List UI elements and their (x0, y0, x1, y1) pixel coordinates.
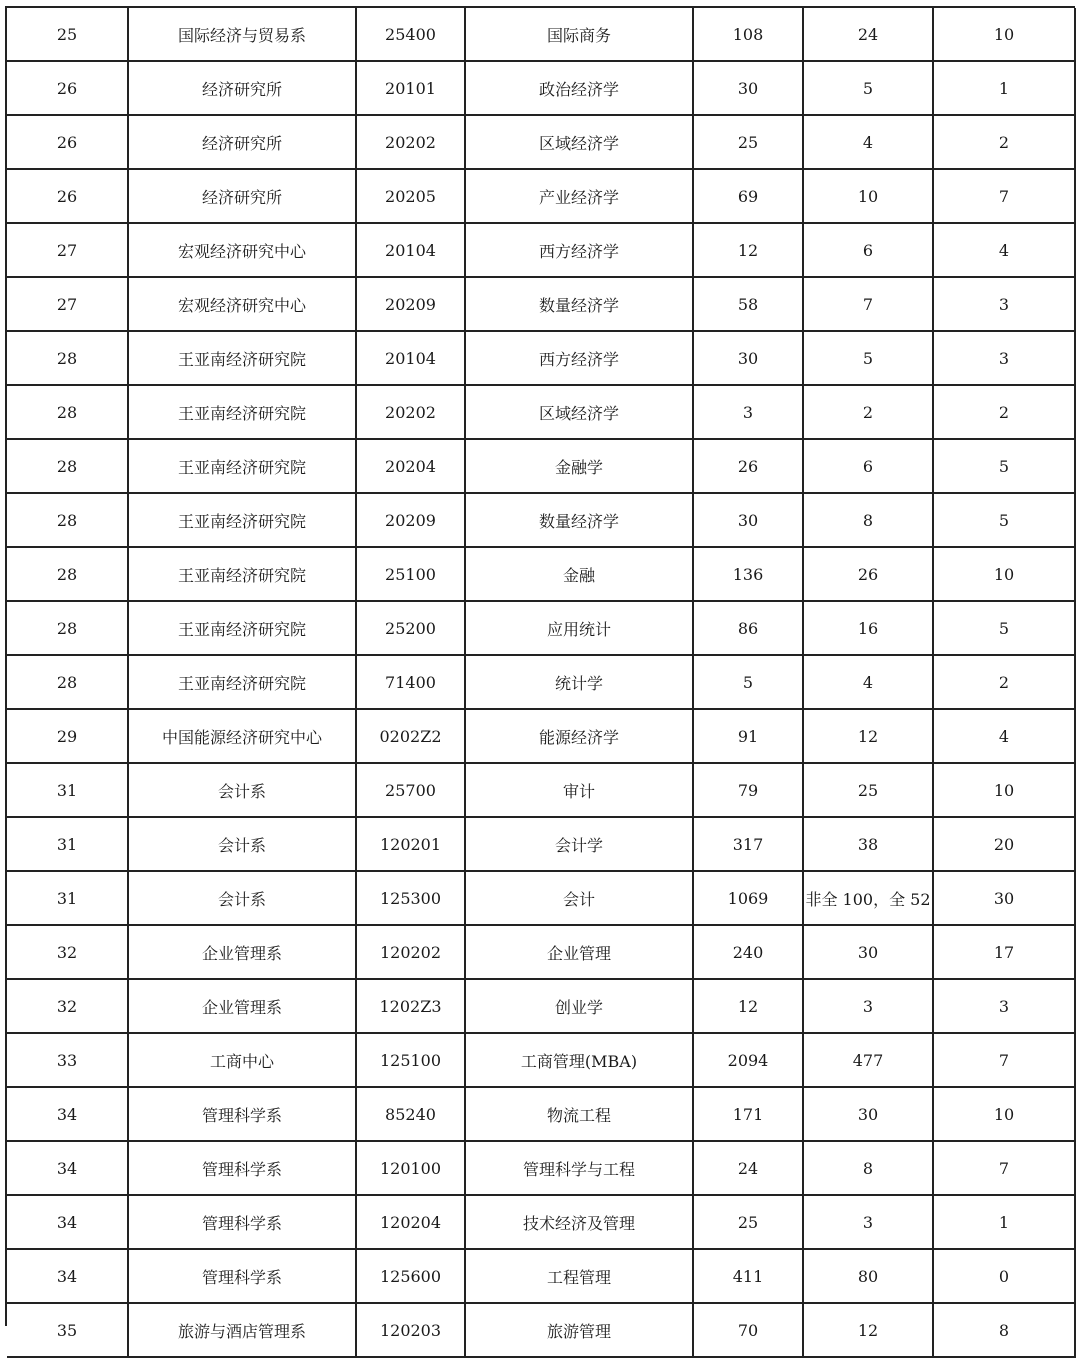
applicants-cell: 2094 (693, 1033, 803, 1087)
exempted-cell: 2 (933, 115, 1075, 169)
table-row (7, 1303, 1075, 1357)
applicants-cell: 91 (693, 709, 803, 763)
department-cell: 中国能源经济研究中心 (128, 709, 356, 763)
major-code-cell: 1202Z3 (356, 979, 465, 1033)
major-name-cell: 物流工程 (465, 1087, 693, 1141)
exempted-cell: 5 (933, 601, 1075, 655)
applicants-cell: 30 (693, 61, 803, 115)
applicants-cell: 58 (693, 277, 803, 331)
admitted-cell: 10 (803, 169, 933, 223)
applicants-cell: 79 (693, 763, 803, 817)
dept-code-cell: 26 (7, 61, 128, 115)
major-name-cell: 国际商务 (465, 8, 693, 61)
applicants-cell: 317 (693, 817, 803, 871)
table-row (7, 1249, 1075, 1303)
department-cell: 经济研究所 (128, 61, 356, 115)
exempted-cell: 4 (933, 223, 1075, 277)
dept-code-cell: 28 (7, 385, 128, 439)
department-cell: 国际经济与贸易系 (128, 8, 356, 61)
department-cell: 宏观经济研究中心 (128, 277, 356, 331)
admitted-cell: 3 (803, 979, 933, 1033)
table-row (7, 709, 1075, 763)
department-cell: 工商中心 (128, 1033, 356, 1087)
data-table (7, 8, 1076, 1358)
major-name-cell: 创业学 (465, 979, 693, 1033)
admitted-cell: 5 (803, 331, 933, 385)
major-code-cell: 0202Z2 (356, 709, 465, 763)
table-row (7, 1087, 1075, 1141)
major-name-cell: 会计学 (465, 817, 693, 871)
major-code-cell: 20205 (356, 169, 465, 223)
table-row (7, 439, 1075, 493)
admitted-cell: 12 (803, 1303, 933, 1357)
table-row (7, 385, 1075, 439)
major-name-cell: 金融学 (465, 439, 693, 493)
admitted-cell: 80 (803, 1249, 933, 1303)
major-code-cell: 20209 (356, 493, 465, 547)
major-code-cell: 125300 (356, 871, 465, 925)
applicants-cell: 12 (693, 223, 803, 277)
applicants-cell: 30 (693, 493, 803, 547)
dept-code-cell: 27 (7, 223, 128, 277)
admitted-cell: 6 (803, 439, 933, 493)
exempted-cell: 2 (933, 655, 1075, 709)
admitted-cell: 2 (803, 385, 933, 439)
major-name-cell: 技术经济及管理 (465, 1195, 693, 1249)
dept-code-cell: 26 (7, 169, 128, 223)
department-cell: 王亚南经济研究院 (128, 439, 356, 493)
admitted-cell: 477 (803, 1033, 933, 1087)
table-row (7, 547, 1075, 601)
department-cell: 管理科学系 (128, 1249, 356, 1303)
major-name-cell: 审计 (465, 763, 693, 817)
dept-code-cell: 28 (7, 439, 128, 493)
dept-code-cell: 34 (7, 1087, 128, 1141)
dept-code-cell: 31 (7, 763, 128, 817)
exempted-cell: 7 (933, 1141, 1075, 1195)
major-name-cell: 金融 (465, 547, 693, 601)
major-name-cell: 能源经济学 (465, 709, 693, 763)
table-row (7, 223, 1075, 277)
dept-code-cell: 31 (7, 817, 128, 871)
dept-code-cell: 34 (7, 1249, 128, 1303)
exempted-cell: 10 (933, 8, 1075, 61)
applicants-cell: 86 (693, 601, 803, 655)
major-code-cell: 20202 (356, 115, 465, 169)
admitted-cell: 25 (803, 763, 933, 817)
table-row (7, 763, 1075, 817)
exempted-cell: 10 (933, 547, 1075, 601)
table-row (7, 61, 1075, 115)
major-name-cell: 区域经济学 (465, 115, 693, 169)
major-code-cell: 20202 (356, 385, 465, 439)
major-code-cell: 120203 (356, 1303, 465, 1357)
dept-code-cell: 32 (7, 979, 128, 1033)
admitted-cell: 26 (803, 547, 933, 601)
department-cell: 经济研究所 (128, 169, 356, 223)
exempted-cell: 7 (933, 1033, 1075, 1087)
table-row (7, 1141, 1075, 1195)
dept-code-cell: 28 (7, 601, 128, 655)
department-cell: 经济研究所 (128, 115, 356, 169)
dept-code-cell: 28 (7, 493, 128, 547)
dept-code-cell: 28 (7, 331, 128, 385)
department-cell: 王亚南经济研究院 (128, 331, 356, 385)
admitted-cell: 5 (803, 61, 933, 115)
dept-code-cell: 28 (7, 547, 128, 601)
applicants-cell: 12 (693, 979, 803, 1033)
admitted-cell: 16 (803, 601, 933, 655)
major-code-cell: 120204 (356, 1195, 465, 1249)
admitted-cell: 6 (803, 223, 933, 277)
major-code-cell: 120100 (356, 1141, 465, 1195)
admitted-cell: 12 (803, 709, 933, 763)
major-name-cell: 数量经济学 (465, 277, 693, 331)
dept-code-cell: 35 (7, 1303, 128, 1357)
exempted-cell: 4 (933, 709, 1075, 763)
exempted-cell: 7 (933, 169, 1075, 223)
table-row (7, 1033, 1075, 1087)
exempted-cell: 10 (933, 763, 1075, 817)
major-name-cell: 企业管理 (465, 925, 693, 979)
major-name-cell: 区域经济学 (465, 385, 693, 439)
table-row (7, 277, 1075, 331)
table-row (7, 871, 1075, 925)
applicants-cell: 136 (693, 547, 803, 601)
major-code-cell: 20104 (356, 331, 465, 385)
table-row (7, 169, 1075, 223)
major-name-cell: 应用统计 (465, 601, 693, 655)
major-name-cell: 西方经济学 (465, 331, 693, 385)
applicants-cell: 3 (693, 385, 803, 439)
dept-code-cell: 32 (7, 925, 128, 979)
exempted-cell: 1 (933, 1195, 1075, 1249)
applicants-cell: 108 (693, 8, 803, 61)
data-table-container (5, 6, 1075, 1341)
applicants-cell: 30 (693, 331, 803, 385)
admitted-cell: 24 (803, 8, 933, 61)
admitted-cell: 8 (803, 493, 933, 547)
exempted-cell: 8 (933, 1303, 1075, 1357)
admitted-cell: 4 (803, 115, 933, 169)
dept-code-cell: 26 (7, 115, 128, 169)
admitted-cell: 非全 100，全 52 (803, 871, 933, 925)
major-code-cell: 20209 (356, 277, 465, 331)
dept-code-cell: 34 (7, 1141, 128, 1195)
major-code-cell: 25200 (356, 601, 465, 655)
table-row (7, 115, 1075, 169)
exempted-cell: 17 (933, 925, 1075, 979)
department-cell: 管理科学系 (128, 1141, 356, 1195)
major-code-cell: 20104 (356, 223, 465, 277)
exempted-cell: 1 (933, 61, 1075, 115)
applicants-cell: 25 (693, 115, 803, 169)
department-cell: 会计系 (128, 871, 356, 925)
admitted-cell: 30 (803, 1087, 933, 1141)
major-code-cell: 25400 (356, 8, 465, 61)
applicants-cell: 1069 (693, 871, 803, 925)
applicants-cell: 70 (693, 1303, 803, 1357)
exempted-cell: 5 (933, 439, 1075, 493)
exempted-cell: 3 (933, 979, 1075, 1033)
department-cell: 管理科学系 (128, 1195, 356, 1249)
admitted-cell: 30 (803, 925, 933, 979)
department-cell: 王亚南经济研究院 (128, 547, 356, 601)
table-row (7, 493, 1075, 547)
exempted-cell: 5 (933, 493, 1075, 547)
dept-code-cell: 29 (7, 709, 128, 763)
major-code-cell: 71400 (356, 655, 465, 709)
dept-code-cell: 25 (7, 8, 128, 61)
applicants-cell: 26 (693, 439, 803, 493)
major-code-cell: 125100 (356, 1033, 465, 1087)
major-name-cell: 会计 (465, 871, 693, 925)
admitted-cell: 4 (803, 655, 933, 709)
table-row (7, 1195, 1075, 1249)
department-cell: 王亚南经济研究院 (128, 655, 356, 709)
department-cell: 王亚南经济研究院 (128, 385, 356, 439)
table-row (7, 925, 1075, 979)
major-name-cell: 产业经济学 (465, 169, 693, 223)
admitted-cell: 3 (803, 1195, 933, 1249)
admitted-cell: 7 (803, 277, 933, 331)
department-cell: 旅游与酒店管理系 (128, 1303, 356, 1357)
applicants-cell: 5 (693, 655, 803, 709)
exempted-cell: 20 (933, 817, 1075, 871)
dept-code-cell: 31 (7, 871, 128, 925)
exempted-cell: 3 (933, 277, 1075, 331)
department-cell: 企业管理系 (128, 925, 356, 979)
major-name-cell: 工商管理(MBA) (465, 1033, 693, 1087)
table-row (7, 655, 1075, 709)
dept-code-cell: 34 (7, 1195, 128, 1249)
department-cell: 管理科学系 (128, 1087, 356, 1141)
exempted-cell: 30 (933, 871, 1075, 925)
dept-code-cell: 33 (7, 1033, 128, 1087)
department-cell: 会计系 (128, 763, 356, 817)
applicants-cell: 171 (693, 1087, 803, 1141)
major-name-cell: 数量经济学 (465, 493, 693, 547)
major-name-cell: 政治经济学 (465, 61, 693, 115)
department-cell: 王亚南经济研究院 (128, 493, 356, 547)
exempted-cell: 0 (933, 1249, 1075, 1303)
table-row (7, 8, 1075, 61)
major-code-cell: 120202 (356, 925, 465, 979)
major-code-cell: 25100 (356, 547, 465, 601)
applicants-cell: 25 (693, 1195, 803, 1249)
admitted-cell: 38 (803, 817, 933, 871)
major-name-cell: 统计学 (465, 655, 693, 709)
applicants-cell: 411 (693, 1249, 803, 1303)
dept-code-cell: 28 (7, 655, 128, 709)
major-name-cell: 管理科学与工程 (465, 1141, 693, 1195)
major-code-cell: 20101 (356, 61, 465, 115)
dept-code-cell: 27 (7, 277, 128, 331)
exempted-cell: 2 (933, 385, 1075, 439)
major-code-cell: 20204 (356, 439, 465, 493)
department-cell: 会计系 (128, 817, 356, 871)
admitted-cell: 8 (803, 1141, 933, 1195)
applicants-cell: 240 (693, 925, 803, 979)
major-name-cell: 西方经济学 (465, 223, 693, 277)
major-code-cell: 125600 (356, 1249, 465, 1303)
table-row (7, 979, 1075, 1033)
major-code-cell: 85240 (356, 1087, 465, 1141)
applicants-cell: 69 (693, 169, 803, 223)
exempted-cell: 10 (933, 1087, 1075, 1141)
table-row (7, 601, 1075, 655)
major-code-cell: 25700 (356, 763, 465, 817)
table-row (7, 817, 1075, 871)
table-row (7, 331, 1075, 385)
department-cell: 企业管理系 (128, 979, 356, 1033)
exempted-cell: 3 (933, 331, 1075, 385)
department-cell: 宏观经济研究中心 (128, 223, 356, 277)
department-cell: 王亚南经济研究院 (128, 601, 356, 655)
major-name-cell: 工程管理 (465, 1249, 693, 1303)
applicants-cell: 24 (693, 1141, 803, 1195)
table-body (7, 8, 1075, 1357)
major-code-cell: 120201 (356, 817, 465, 871)
major-name-cell: 旅游管理 (465, 1303, 693, 1357)
